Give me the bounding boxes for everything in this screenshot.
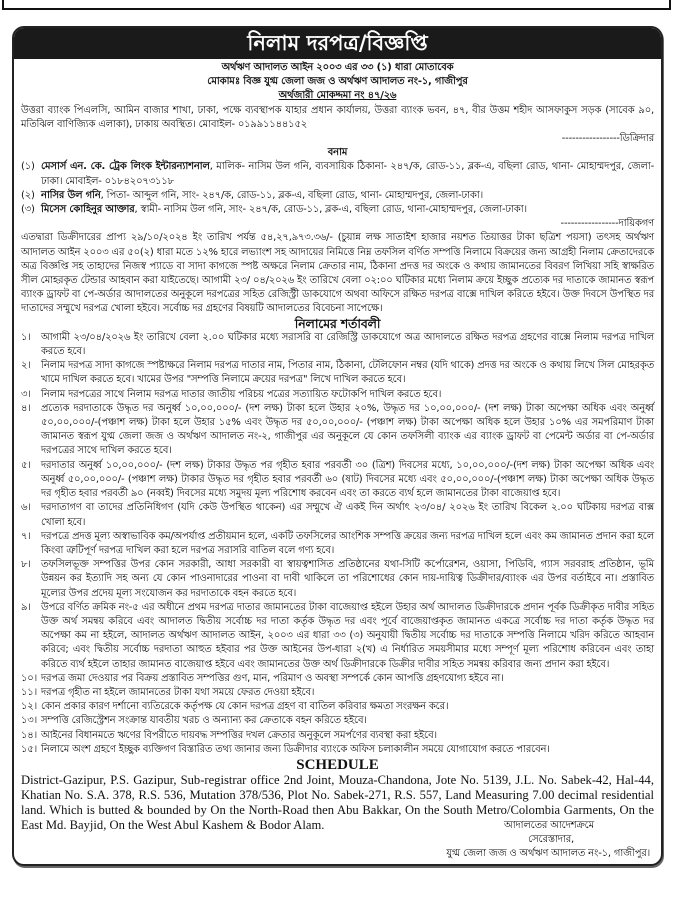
condition-item <box>21 501 654 529</box>
condition-number: ১৩। <box>21 715 37 727</box>
intro-paragraph: এতদ্বারা ডিক্রীদারের প্রাপ্য ২৯/১০/২০২৪ ইং তারিখ পর্যন্ত ৫৪,২৭,৯৭৩.৩৬/- (চুয়ান্ন লক্ষ সাতাইশ হাজার নয়শত তিয়াত্তর টাকা ছত্রিশ পয়সা) তৎসহ অর্থঋণ আদালত আইন ২০০৩ এর ৫০(২) ধারা মতে ১২% হারে লভ্যাংশ সহ আদায়ের নিমিত্তে নিম্ন তফসিল বর্ণিত সম্পত্তি নিলামে বিক্রয়ের জন্য আগ্রহী নিলাম ক্রেতাদেরকে অত্র বিজ্ঞপ্তি সহ তাহাদের নিজস্ব প্যাডে বা সাদা কাগজে স্পষ্ট অক্ষরে নিলাম ক্রেতার নাম, ঠিকানা প্রদত্ত দর অংকে ও কথায় জামানতের বিবরণ লিখিয়া সহি স্বাক্ষরিত সীল মোহরকৃত টেন্ডার আহবান করা যাইতেছে। আগামী ২৩/ ০৪/২০২৬ ইং তারিখে বেলা ০২:০০ ঘটিকার মধ্যে নিলাম ক্রয়ে ইচ্ছুক প্রত্যেক দর দাতাকে জামানত স্বরূপ ব্যাংক ড্রাফট বা পে-অর্ডার আদালতের অনুকূলে দরপত্রের সহিত রেজিস্ট্রী ডাকযোগে অথবা অফিসে রক্ষিত দরপত্র বাক্সে দাখিল করিতে হইবে। উক্ত দিবসে উপস্থিত দর দাতাদের সম্মুখে দরপত্র খোলা হইবে। সর্বোচ্চ দর গ্রহণের বিষয়টি আদালতের বিবেচনা সাপেক্ষে। <box>21 232 654 315</box>
defendant-name: মেসার্স এন. কে. ট্রেক লিংক ইন্টারন্যাশনাল <box>41 161 210 173</box>
schedule-title: SCHEDULE <box>296 756 379 773</box>
condition-item <box>21 686 654 700</box>
condition-number: ১২। <box>21 701 37 713</box>
condition-text: দরদাতাগণ বা তাদের প্রতিনিধিগণ (যদি কেউ উপস্থিত থাকেন) এর সম্মুখে ঐ একই দিন অর্থাৎ ২৩/০৪/ ২০২৬ ইং তারিখ বিকেল ২.০০ ঘটিকায় দরপত্র বাক্স খোলা হবে। <box>41 502 654 528</box>
condition-text: আইনের বিধানমতে ঋণের বিপরীতে দায়বদ্ধ সম্পত্তির দখল ক্রেতার অনুকূলে সমর্পণের ব্যবস্থা করা হইবে। <box>41 729 437 741</box>
condition-item <box>21 700 654 714</box>
defendant-name: মিসেস কোহিনুর আক্তার <box>41 204 135 216</box>
condition-text: উপরে বর্ণিত ক্রমিক নং-৫ এর অধীনে প্রথম দরপত্র দাতার জামানতের টাকা বাজেয়াপ্ত হইলে উহার অর্থ আদালত ডিক্রীদারকে প্রদান পূর্বক ডিক্রীকৃত দাবীর সহিত উক্ত অর্থ সমন্বয় করিবে এবং আদালত দ্বিতীয় সর্বোচ্চ দর দাতা কর্তৃক উদ্ধৃত দর এবং পূর্বে বাজেয়াপ্তকৃত জামানত একত্রে সর্বোচ্চ দর দাতা কর্তৃক উদ্ধৃত দর অপেক্ষা কম না হইলে, আদালত অর্থঋণ আদালত আইন, ২০০৩ এর ধারা ৩৩ (৩) অনুযায়ী দ্বিতীয় সর্বোচ্চ দর দাতাকে সম্পত্তি নিলামে খরিদ করিতে আহবান করিবে; এবং দ্বিতীয় সর্বোচ্চ দরদাতা আহুত হইবার পর উক্ত আইনের উপ-ধারা ২(খ) এ নির্ধারিত সময়সীমার মধ্যে সম্পূর্ণ মূল্য পরিশোধ করিবেন এবং তাহা করিতে ব্যর্থ হইলে তাহার জামানত বাজেয়াপ্ত হইবে এবং জামানতের উক্ত অর্থ ডিক্রীদারকে ডিক্রীর দাবীর সহিত সমন্বয় করিবার জন্য প্রদান করা হইবে। <box>41 601 654 670</box>
condition-text: সম্পত্তি রেজিস্ট্রেশন সংক্রান্ত যাবতীয় খরচ ও অন্যান্য কর ক্রেতাকে বহন করিতে হইবে। <box>41 715 367 727</box>
condition-number: ৮। <box>21 559 31 571</box>
signature-line-3: যুগ্ম জেলা জজ ও অর্থঋণ আদালত নং-১, গাজীপুর। <box>446 847 650 859</box>
condition-item <box>21 743 654 757</box>
law-reference: অর্থঋণ আদালত আইন ২০০৩ এর ৩৩ (১) ধারা মোতাবেক <box>221 62 454 73</box>
defendants-label: -----------------দায়িকগণ <box>560 218 654 230</box>
condition-item <box>21 530 654 558</box>
condition-text: তফসিলভূক্ত সম্পত্তির উপর কোন সরকারী, আধা সরকারী বা স্বায়ত্বশাসিত প্রতিষ্ঠানের যথা-সিটি কর্পোরেশন, ওয়াসা, পিডিবি, গ্যাস সরবরাহ প্রতিষ্ঠান, ভূমি উন্নয়ন কর ইত্যাদি সহ অন্য যে কোন পাওনাদারের পাওনা বা দাবী থাকিলে তা পরিশোধের কোন দায়-দায়িত্ব ডিক্রীদার/ব্যাংক এর উপর বর্তাইবে না। প্রস্তাবিত মূল্যের উপর প্রদেয় মূল্য সংযোজন কর দরদাতাকে বহন করতে হবে। <box>41 559 654 599</box>
plaintiff-label: -----------------ডিক্রিদার <box>561 133 654 145</box>
condition-number: ২। <box>21 360 31 372</box>
case-number: অর্থজারী মোকদ্দমা নং ৪৭/২৬ <box>278 90 397 102</box>
condition-text: কোন প্রকার কারণ দর্শানো ব্যতিরেকে কর্তৃপক্ষ যে কোন দরপত্র গ্রহণ বা বাতিল করিবার ক্ষমতা সংরক্ষন করে। <box>41 701 449 713</box>
condition-text: দরদাতার অনুর্ধ্ব ১০,০০,০০০/- (দশ লক্ষ) টাকার উদ্ধৃত পর গৃহীত হবার পরবর্তী ৩০ (ত্রিশ) দিবসের মধ্যে, ১০,০০,০০০/-(দশ লক্ষ) টাকা অপেক্ষা অধিক এবং অনুর্ধ্ব ৫০,০০,০০০/- (পঞ্চাশ লক্ষ) টাকার উদ্ধৃত দর গৃহীত হবার পরবর্তী ৬০ (ষাট) দিবসের মধ্যে এবং ৫০,০০,০০০/-(পঞ্চাশ লক্ষ) টাকা অপেক্ষা অধিক উদ্ধৃত দর গৃহীত হবার পরবর্তী ৯০ (নব্বই) দিবসের মধ্যে সমুদয় মূল্য পরিশোধ করবেন এবং তা করতে ব্যর্থ হলে জামানতের টাকা বাজেয়াপ্ত হবে। <box>41 459 654 500</box>
defendant-item <box>21 160 654 188</box>
condition-number: ১৫। <box>21 743 37 755</box>
condition-item <box>21 672 654 686</box>
condition-item <box>21 601 654 672</box>
condition-text: নিলাম দরপত্র সাদা কাগজে স্পষ্টাক্ষরে নিলাম দরপত্র দাতার নাম, পিতার নাম, ঠিকানা, টেলিফোন নম্বর (যদি থাকে) প্রদত্ত দর অংকে ও কথায় লিখে সিল মোহরকৃত খামে দাখিল করতে হবে। খামের উপর "সম্পত্তি নিলামে ক্রয়ের দরপত্র" লিখে দাখিল করতে হবে। <box>41 360 654 386</box>
condition-item <box>21 558 654 601</box>
conditions-list <box>21 331 654 757</box>
defendant-text <box>41 160 654 188</box>
defendant-name: নাসির উল গনি <box>41 189 101 201</box>
signature-line-1: আদালতের আদেশক্রমে <box>503 819 594 831</box>
condition-text: প্রত্যেক দরদাতাকে উদ্ধৃত দর অনুর্ধ্ব ১০,০০,০০০/- (দশ লক্ষ) টাকা হলে উহার ২০%, উদ্ধৃত দর ১০,০০,০০০/- (দশ লক্ষ) টাকা অপেক্ষা অধিক এবং অনুর্ধ্ব ৫০,০০,০০০/-(পঞ্চাশ লক্ষ) টাকা হলে উহার ১৫% এবং উদ্ধৃত দর ৫০,০০,০০০/- (পঞ্চাশ লক্ষ) টাকা অপেক্ষা অধিক হলে উহার ১০% এর সমপরিমাণ টাকা জামানত স্বরূপ যুগ্ম জেলা জজ ও অর্থঋণ আদালত নং-২, গাজীপুর এর অনুকূলে যে কোন তফসিলী ব্যাংক এর ব্যাংক ড্রাফট বা পেমেন্ট অর্ডার বা পে-অর্ডার দরপত্রের সাথে দাখিল করতে হবে। <box>41 402 654 457</box>
defendant-details: , মালিক- নাসিম উল গনি, ব্যবসায়িক ঠিকানা- ২৪৭/ক, রোড-১১, ব্লক-এ, বছিলা রোড, থানা- মোহাম্মদপুর, জেলা- ঢাকা। মোবাইল- ০১৮৪২০৭৩১১৮ <box>41 161 655 187</box>
condition-item <box>21 714 654 728</box>
condition-number: ৯। <box>21 601 31 613</box>
defendant-number: (৩) <box>21 204 35 216</box>
condition-number: ৪। <box>21 402 31 414</box>
condition-number: ১১। <box>21 686 37 698</box>
condition-item <box>21 729 654 743</box>
condition-item <box>21 359 654 387</box>
condition-item <box>21 402 654 459</box>
condition-item <box>21 388 654 402</box>
defendant-item <box>21 189 654 203</box>
condition-item <box>21 331 654 359</box>
condition-number: ১৪। <box>21 729 37 741</box>
notice-title: নিলাম দরপত্র/বিজ্ঞপ্তি <box>14 28 661 59</box>
condition-text: দরপত্রে প্রদত্ত মূল্য অস্বাভাবিক কম/অপর্যাপ্ত প্রতীয়মান হলে, একটি তফসিলের আংশিক সম্পত্তি ক্রয়ের জন্য দরপত্র দাখিল হলে এবং কম জামানত প্রদান করা হলে কিংবা ত্রুটিপূর্ণ দরপত্র দাখিল করা হলে দরপত্র সরাসরি বাতিল বলে গণ্য হবে। <box>41 530 654 556</box>
condition-text: দরপত্র জমা দেওয়ার পর বিক্রয় প্রস্তাবিত সম্পত্তির গুণ, মান, পরিমাণ ও অবস্থা সম্পর্কে কোন আপত্তি গ্রহণযোগ্য হইবে না। <box>41 672 504 684</box>
previous-ad-border <box>2 0 671 10</box>
auction-notice <box>12 26 663 866</box>
condition-text: দরপত্র গৃহীত না হইলে জামানতের টাকা যথা সময়ে ফেরত দেওয়া হইবে। <box>41 686 315 698</box>
defendant-details: , পিতা- আব্দুল গনি, সাং- ২৪৭/ক, রোড-১১, ব্লক-এ, বছিলা রোড, থানা- মোহাম্মদপুর, জেলা-ঢাকা। <box>100 189 483 201</box>
condition-item <box>21 459 654 502</box>
condition-text: আগামী ২৩/০৪/২০২৬ ইং তারিখে বেলা ২.০০ ঘটিকার মধ্যে সরাসরি বা রেজিস্ট্রি ডাকযোগে অত্র আদালতে রক্ষিত দরপত্র গ্রহণের বাক্সে নিলাম দরপত্র দাখিল করতে হবে। <box>41 331 654 358</box>
condition-text: নিলামে অংশ গ্রহণে ইচ্ছুক ব্যক্তিগণ বিস্তারিত তথ্য জানার জন্য ডিক্রীদার ব্যাংকে অফিস চলাকালীন সময়ে যোগাযোগ করতে পারবেন। <box>41 743 550 755</box>
condition-number: ৩। <box>21 388 31 400</box>
condition-number: ৭। <box>21 530 31 542</box>
schedule-text: District-Gazipur, P.S. Gazipur, Sub-registrar office 2nd Joint, Mouza-Chandona, Jote No. 5139, J.L. No. Sabek-42, Hal-44, Khatian No. S.A. 378, R.S. 536, Mutation 378/536, Plot No. Sabek-271, R.S. 557, Land Measuring 7.00 decimal residential land. Which is butted & bounded by On the North-Road then Abu Bakkar, On the South Metro/Colombia Garments, On the East Md. Bayjid, On the West Abul Kashem & Bodor Alam. <box>21 772 654 832</box>
defendants-list <box>21 160 654 217</box>
condition-number: ৫। <box>21 459 31 471</box>
condition-number: ৬। <box>21 502 31 514</box>
condition-text: নিলাম দরপত্রের সাথে নিলাম দরপত্র দাতার জাতীয় পরিচয় পত্রের সত্যায়িত ফটোকপি দাখিল করতে হবে। <box>41 388 442 400</box>
defendant-text <box>41 203 527 217</box>
signature-line-2: সেরেস্তাদার, <box>528 833 574 845</box>
defendant-item <box>21 203 654 217</box>
condition-number: ১। <box>21 331 31 343</box>
defendant-text <box>41 189 483 203</box>
condition-number: ১০। <box>21 672 37 684</box>
court-name: মোকামঃ বিজ্ঞ যুগ্ম জেলা জজ ও অর্থঋণ আদালত নং-১, গাজীপুর <box>207 76 468 88</box>
defendant-number: (২) <box>21 189 35 201</box>
defendant-number: (১) <box>21 161 35 173</box>
conditions-title: নিলামের শর্তাবলী <box>294 315 381 331</box>
plaintiff: উত্তরা ব্যাংক পিএলসি, আমিন বাজার শাখা, ঢাকা, পক্ষে ব্যবস্থাপক যাহার প্রধান কার্যালয়, উত্তরা ব্যাংক ভবন, ৪৭, বীর উত্তম শহীদ আসফাকুস সড়ক (সাবেক ৯০, মতিঝিল বাণিজ্যিক এলাকা), ঢাকায় অবস্থিত। মোবাইল- ০১৯৯১১৪৪১৫২ <box>21 104 654 130</box>
defendant-details: , স্বামী- নাসিম উল গনি, সাং- ২৪৭/ক, রোড-১১, ব্লক-এ, বছিলা রোড, থানা-মোহাম্মদপুর, জেলা-ঢাকা। <box>134 204 527 216</box>
versus: বনাম <box>327 147 348 159</box>
